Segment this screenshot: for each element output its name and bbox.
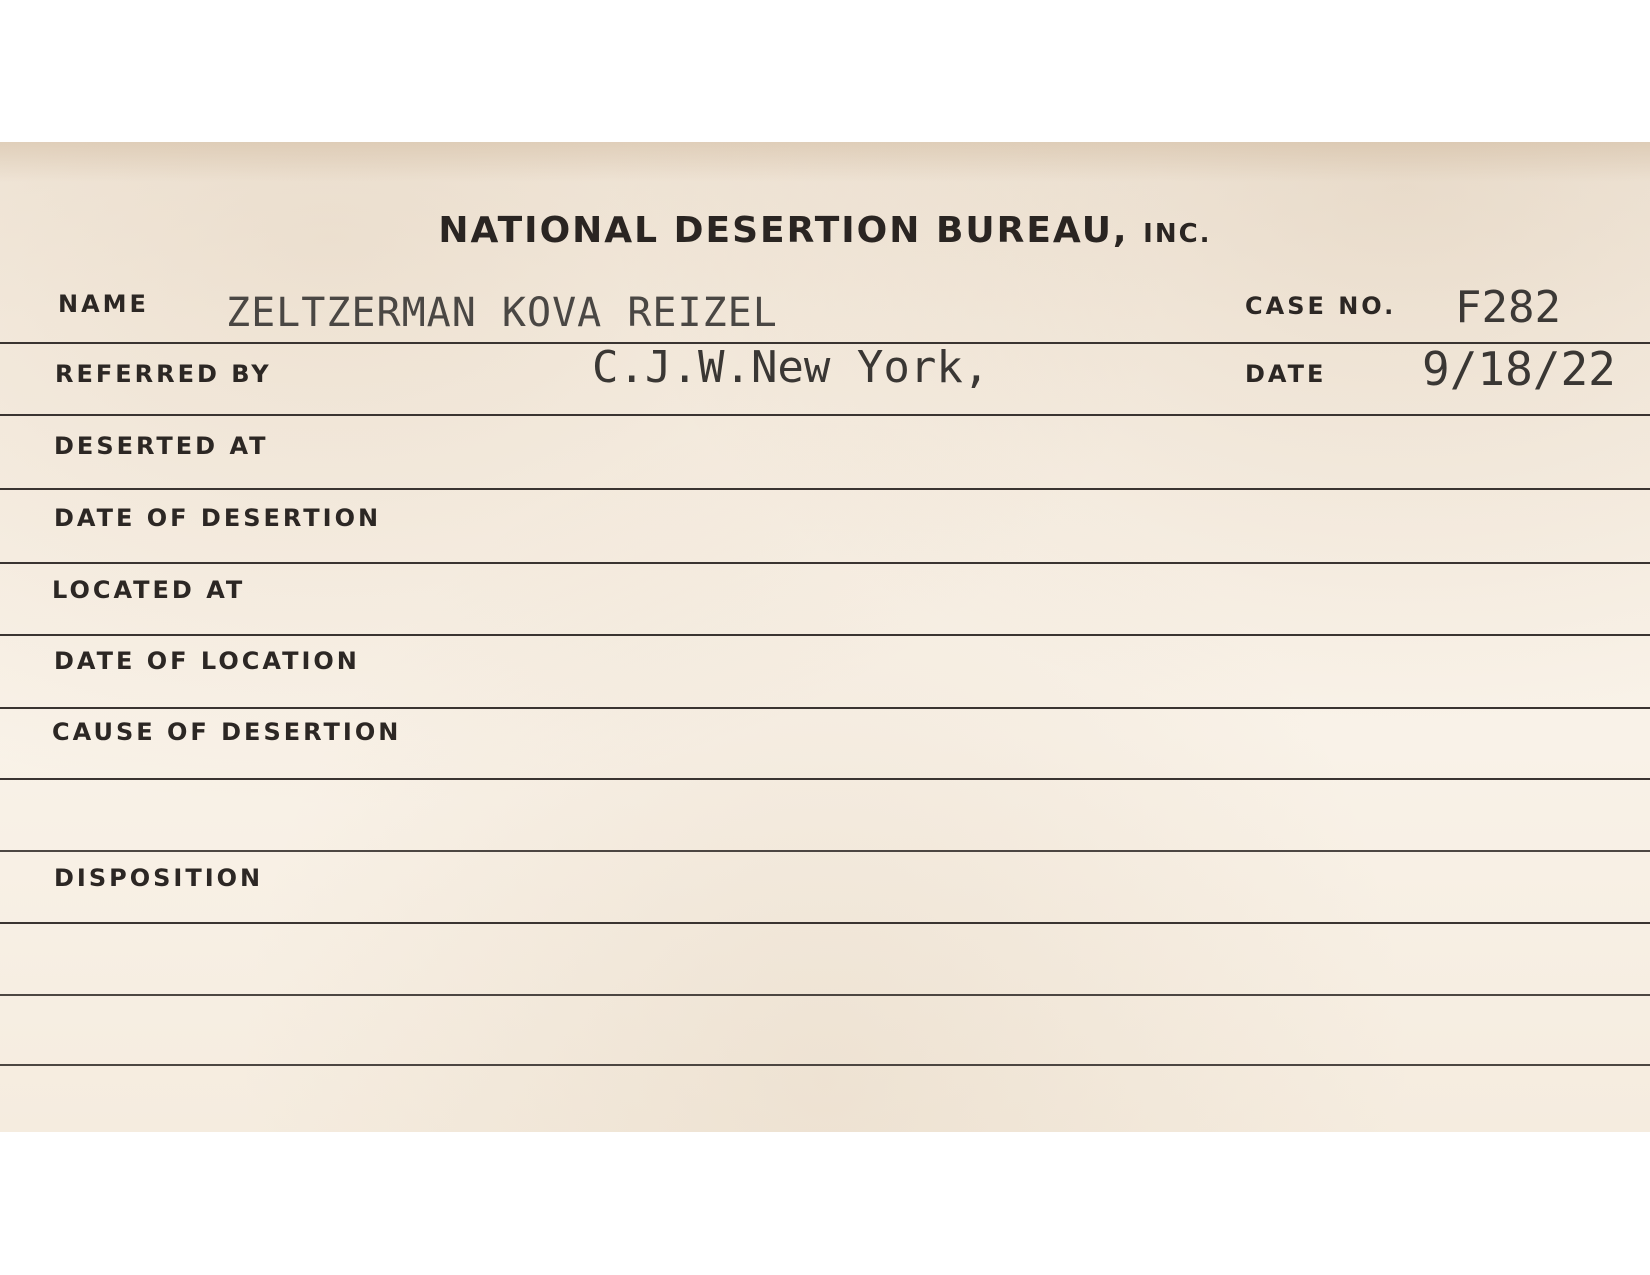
- date-of-location-label: DATE OF LOCATION: [54, 647, 360, 675]
- rule-cause-of-desertion: [0, 778, 1650, 780]
- case-no-value: F282: [1455, 282, 1561, 333]
- rule-deserted-at: [0, 488, 1650, 490]
- referred-by-value: C.J.W.New York,: [592, 342, 990, 393]
- rule-blank-2: [0, 994, 1650, 996]
- name-label: NAME: [58, 290, 149, 318]
- rule-referred-by: [0, 414, 1650, 416]
- referred-by-label: REFERRED BY: [55, 360, 272, 388]
- rule-date-of-location: [0, 707, 1650, 709]
- rule-disposition: [0, 922, 1650, 924]
- date-value: 9/18/22: [1422, 342, 1616, 396]
- date-of-desertion-label: DATE OF DESERTION: [54, 504, 382, 532]
- disposition-label: DISPOSITION: [54, 864, 264, 892]
- deserted-at-label: DESERTED AT: [54, 432, 269, 460]
- rule-blank-3: [0, 1064, 1650, 1066]
- located-at-label: LOCATED AT: [52, 576, 246, 604]
- card-title-text: NATIONAL DESERTION BUREAU,: [438, 210, 1129, 251]
- name-value: ZELTZERMAN KOVA REIZEL: [226, 290, 778, 336]
- card-title: [0, 210, 1650, 251]
- paper-stain: [0, 142, 1650, 182]
- rule-blank-1: [0, 850, 1650, 852]
- case-no-label: CASE NO.: [1245, 292, 1397, 320]
- rule-located-at: [0, 634, 1650, 636]
- date-label: DATE: [1245, 360, 1327, 388]
- card-title-suffix: INC.: [1143, 219, 1212, 249]
- index-card: [0, 142, 1650, 1132]
- rule-date-of-desertion: [0, 562, 1650, 564]
- cause-of-desertion-label: CAUSE OF DESERTION: [52, 718, 402, 746]
